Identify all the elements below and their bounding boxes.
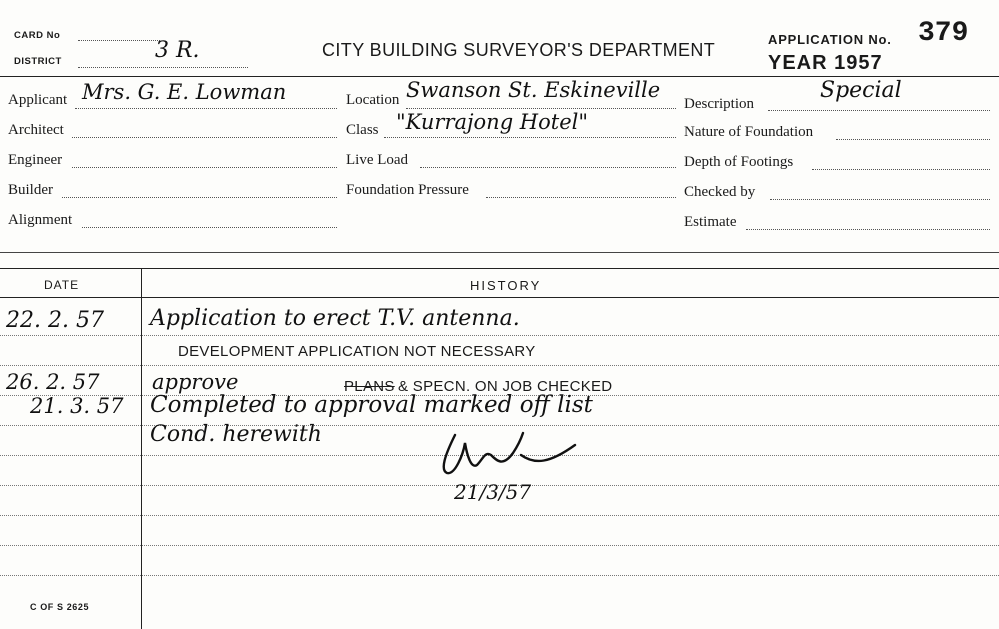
- history-text-5: Cond. herewith: [150, 422, 322, 447]
- nature-of-foundation-line: [836, 139, 990, 140]
- district-line: [78, 67, 248, 68]
- location-line: [406, 108, 676, 109]
- live-load-label: Live Load: [346, 152, 409, 168]
- estimate-line: [746, 229, 990, 230]
- history-date-3: 26. 2. 57: [6, 370, 100, 394]
- checked-by-line: [770, 199, 990, 200]
- date-header: DATE: [44, 278, 80, 292]
- signature-mark: [425, 425, 585, 485]
- history-header: HISTORY: [470, 278, 542, 293]
- application-no-label: APPLICATION No.: [768, 32, 892, 47]
- signature-date: 21/3/57: [454, 480, 532, 504]
- history-text-4: Completed to approval marked off list: [150, 392, 593, 418]
- application-no-value: 379: [918, 18, 969, 49]
- history-text-3-hand: approve: [152, 370, 239, 394]
- history-text-3-stamp: & SPECN. ON JOB CHECKED: [398, 378, 613, 395]
- alignment-line: [82, 227, 337, 228]
- year-label: YEAR 1957: [768, 52, 883, 74]
- depth-of-footings-label: Depth of Footings: [684, 154, 794, 170]
- depth-of-footings-line: [812, 169, 990, 170]
- district-label: DISTRICT: [14, 56, 62, 67]
- fields-rule-2: [0, 268, 999, 269]
- history-date-4: 21. 3. 57: [30, 394, 124, 418]
- card-no-label: CARD No: [14, 30, 61, 41]
- applicant-line: [75, 108, 337, 109]
- engineer-label: Engineer: [8, 152, 63, 168]
- estimate-label: Estimate: [684, 214, 737, 230]
- applicant-label: Applicant: [8, 92, 68, 108]
- history-date-1: 22. 2. 57: [6, 308, 104, 333]
- class-label: Class: [346, 122, 379, 138]
- builder-line: [62, 197, 337, 198]
- architect-line: [72, 137, 337, 138]
- live-load-line: [420, 167, 676, 168]
- history-text-3-struck: PLANS: [344, 378, 395, 395]
- history-text-1: Application to erect T.V. antenna.: [150, 306, 520, 331]
- alignment-label: Alignment: [8, 212, 73, 228]
- history-stamp-development: DEVELOPMENT APPLICATION NOT NECESSARY: [178, 343, 536, 360]
- description-line: [768, 110, 990, 111]
- class-value: "Kurrajong Hotel": [396, 110, 589, 134]
- class-line: [384, 137, 676, 138]
- engineer-line: [72, 167, 337, 168]
- header-rule: [0, 76, 999, 77]
- department-title: CITY BUILDING SURVEYOR'S DEPARTMENT: [322, 40, 716, 60]
- checked-by-label: Checked by: [684, 184, 756, 200]
- description-value: Special: [820, 78, 902, 103]
- district-value: 3 R.: [155, 38, 200, 63]
- applicant-value: Mrs. G. E. Lowman: [82, 80, 287, 104]
- history-header-rule: [0, 297, 999, 298]
- builder-label: Builder: [8, 182, 53, 198]
- form-code: C OF S 2625: [30, 602, 90, 612]
- nature-of-foundation-label: Nature of Foundation: [684, 124, 814, 140]
- location-value: Swanson St. Eskineville: [406, 78, 661, 102]
- architect-label: Architect: [8, 122, 64, 138]
- location-label: Location: [346, 92, 400, 108]
- card-no-line: [78, 40, 160, 41]
- description-label: Description: [684, 96, 754, 112]
- fields-rule-1: [0, 252, 999, 253]
- foundation-pressure-label: Foundation Pressure: [346, 182, 469, 198]
- foundation-pressure-line: [486, 197, 676, 198]
